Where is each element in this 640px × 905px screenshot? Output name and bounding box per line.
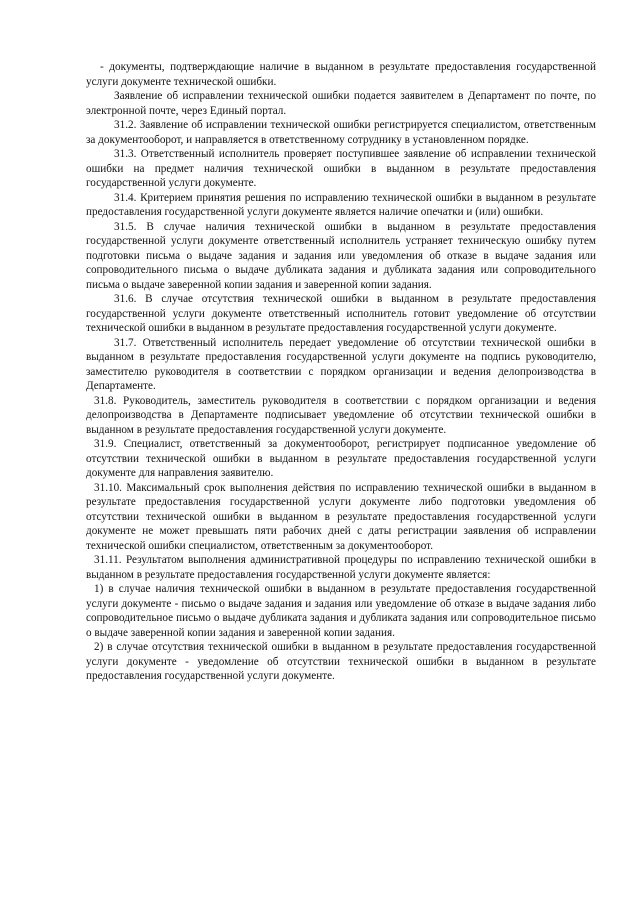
paragraph-31-11: 31.11. Результатом выполнения административной процедуры по исправлению технической ошибки в выданном в результате предоставления государственной услуги документе является: <box>86 554 596 581</box>
paragraph-31-5: 31.5. В случае наличия технической ошибки в выданном в результате предоставления государственной услуги документе ответственный исполнитель устраняет техническую ошибку путем подготовки письма о выдаче задания и задания или уведомления об отказе в выдаче задания или сопроводительного письма о выдаче дубликата задания и дубликата задания или сопроводительного письма о выдаче заверенной копии задания и заверенной копии задания. <box>86 220 596 291</box>
paragraph-31-2: 31.2. Заявление об исправлении технической ошибки регистрируется специалистом, ответственным за документооборот, и направляется в ответственному сотруднику в установленном порядке. <box>86 119 596 146</box>
paragraph-31-8: 31.8. Руководитель, заместитель руководителя в соответствии с порядком организации и ведения делопроизводства в Департаменте подписывает уведомление об отсутствии технической ошибки в выданном в результате предоставления государственной услуги документе. <box>86 394 596 436</box>
paragraph-31-10: 31.10. Максимальный срок выполнения действия по исправлению технической ошибки в выданном в результате предоставления государственной услуги документе либо подготовки уведомления об отсутствии технической ошибки в выданном в результате предоставления государственной услуги документе не может превышать пяти рабочих дней с даты регистрации заявления об исправлении технической ошибки специалистом, ответственным за документооборот. <box>86 481 596 552</box>
paragraph-31-7: 31.7. Ответственный исполнитель передает уведомление об отсутствии технической ошибки в выданном в результате предоставления государственной услуги документе на подпись руководителю, заместителю руководителя в соответствии с порядком организации и ведения делопроизводства в Департаменте. <box>86 336 596 392</box>
document-page <box>86 60 596 684</box>
paragraph-31-4: 31.4. Критерием принятия решения по исправлению технической ошибки в выданном в результате предоставления государственной услуги документе является наличие опечатки и (или) ошибки. <box>86 191 596 218</box>
paragraph-result-item-1: 1) в случае наличия технической ошибки в выданном в результате предоставления государственной услуги документе - письмо о выдаче задания и задания или уведомление об отказе в выдаче задания либо сопроводительное письмо о выдаче дубликата задания и дубликата задания или сопроводительное письмо о выдаче заверенной копии задания и заверенной копии задания. <box>86 583 596 639</box>
paragraph-documents-list-item: - документы, подтверждающие наличие в выданном в результате предоставления государственной услуги документе технической ошибки. <box>86 61 596 88</box>
paragraph-result-item-2: 2) в случае отсутствия технической ошибки в выданном в результате предоставления государственной услуги документе - уведомление об отсутствии технической ошибки в выданном в результате предоставления государственной услуги документе. <box>86 641 596 682</box>
paragraph-31-6: 31.6. В случае отсутствия технической ошибки в выданном в результате предоставления государственной услуги документе ответственный исполнитель готовит уведомление об отсутствии технической ошибки в выданном в результате предоставления государственной услуги документе. <box>86 293 596 334</box>
paragraph-31-3: 31.3. Ответственный исполнитель проверяет поступившее заявление об исправлении технической ошибки на предмет наличия технической ошибки в выданном в результате предоставления государственной услуги документе. <box>86 148 596 189</box>
paragraph-application-submission: Заявление об исправлении технической ошибки подается заявителем в Департамент по почте, по электронной почте, через Единый портал. <box>86 90 596 117</box>
paragraph-31-9: 31.9. Специалист, ответственный за документооборот, регистрирует подписанное уведомление об отсутствии технической ошибки в выданном в результате предоставления государственной услуги документе для направления заявителю. <box>86 438 596 479</box>
